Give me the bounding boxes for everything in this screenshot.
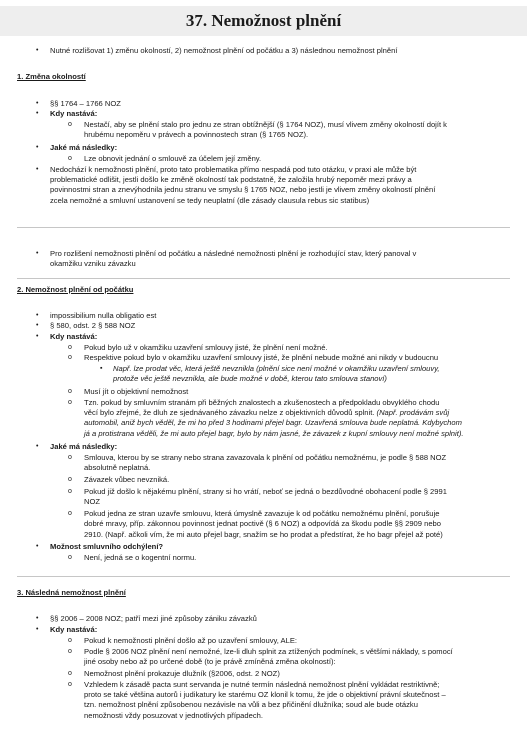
s3-k3: Nemožnost plnění prokazuje dlužník (§2006, odst. 2 NOZ) [84, 669, 280, 678]
s2-m1b: absolutně neplatná. [84, 463, 151, 472]
divider [17, 227, 510, 228]
s3-k4d: nemožnosti vždy posuzovat v jednotlivých případech. [84, 711, 263, 720]
s2-k3: Musí jít o objektivní nemožnost [84, 387, 189, 396]
s1-note-l3: povinnostmi stran a znevýhodnila jednu stranu ve smyslu § 1765 NOZ, nebo jestli je vlivem změny okolností plnění [50, 185, 436, 194]
sub-sub-bullet-marker: ▪ [100, 365, 103, 372]
s2-m4a: Pokud jedna ze stran uzavře smlouvu, která úmyslně zavazuje k od počátku nemožnému plnění, porušuje [84, 509, 440, 518]
s2-k4b [84, 408, 449, 418]
s1-nasl-item: Lze obnovit jednání o smlouvě za účelem její změny. [84, 154, 262, 163]
s3-k4b: proto se také většina autorů i judikatury ke starému OZ klonil k tomu, že jde o objektivní právní skutečnost – [84, 690, 446, 699]
bullet-marker: • [36, 543, 39, 550]
s3-k4a: Vzhledem k zásadě pacta sunt servanda je nutné termín následná nemožnost plnění vykládat restriktivně; [84, 680, 440, 689]
bullet-marker: • [36, 322, 39, 329]
s2-k4a: Tzn. pokud by smluvním stranám při běžných znalostech a zkušenostech a předpokladu obvyklého chodu [84, 398, 440, 407]
sub-bullet-marker: o [68, 510, 72, 517]
s2-ods-label: Možnost smluvního odchýlení? [50, 542, 164, 551]
s2-m1a: Smlouva, kterou by se strany nebo strana zavazovala k plnění od počátku nemožnému, je podle § 588 NOZ [84, 453, 447, 462]
divider [17, 576, 510, 577]
s2-k4b-italic: (Např. prodávám svůj [376, 408, 450, 417]
sub-bullet-marker: o [68, 121, 72, 128]
s2-k2b: protože věc ještě nevznikla, ale bude možné v době, kterou tato smlouva stanoví) [113, 374, 387, 383]
sub-bullet-marker: o [68, 637, 72, 644]
s2-k1: Pokud bylo už v okamžiku uzavření smlouvy jisté, že plnění není možné. [84, 343, 328, 352]
s2-m3b: NOZ [84, 497, 101, 506]
intro-text: Nutné rozlišovat 1) změnu okolností, 2) nemožnost plnění od počátku a 3) následnou nemožnost plnění [50, 46, 398, 55]
bullet-marker: • [36, 144, 39, 151]
bullet-marker: • [36, 626, 39, 633]
bullet-marker: • [36, 47, 39, 54]
s1-note-l2: problematické odlišit, jestli došlo ke změně okolností tak podstatně, že založila hrubý nepoměr mezi právy a [50, 175, 412, 184]
s2-k2a: Např. lze prodat věc, která ještě nevznikla (plnění sice není možné v okamžiku uzavření smlouvy, [113, 364, 440, 373]
bullet-marker: • [36, 250, 39, 257]
s1-kdy-label: Kdy nastává: [50, 109, 98, 118]
s1-kdy-line1: Nestačí, aby se plnění stalo pro jednu ze stran obtížnější (§ 1764 NOZ), musí vlivem změny okolností dojít k [84, 120, 447, 129]
page-title: 37. Nemožnost plnění [0, 6, 527, 36]
s2-nasl-label: Jaké má následky: [50, 442, 118, 451]
s1-nasl-label: Jaké má následky: [50, 143, 118, 152]
sub-bullet-marker: o [68, 155, 72, 162]
sub-bullet-marker: o [68, 488, 72, 495]
sub-bullet-marker: o [68, 354, 72, 361]
sub-bullet-marker: o [68, 681, 72, 688]
sub-bullet-marker: o [68, 476, 72, 483]
s2-k4b-text: věcí bylo zřejmé, že dluh ze sjednávaného závazku nelze z objektivních důvodů splnit. [84, 408, 375, 417]
sub-bullet-marker: o [68, 454, 72, 461]
s3-k4c: tzn. nemožnost plnění způsobenou nezávisle na vůli a bez přičinění dlužníka; soud ale bude otázku [84, 700, 418, 709]
s2-m4b: dobré mravy, příp. zákonnou povinnost jednat poctivě (§ 6 NOZ) a odpovídá za škodu podle §§ 2909 nebo [84, 519, 441, 528]
s2-b1: impossibilium nulla obligatio est [50, 311, 157, 320]
section-1-heading: 1. Změna okolností [17, 72, 86, 81]
s2-k4d: já a protistrana věděli, že mi auto přejel bagr, bylo by nám jasné, že závazek z kupní smlouvy není možné splnit). [84, 429, 464, 438]
s2-kdy-label: Kdy nastává: [50, 332, 98, 341]
bullet-marker: • [36, 333, 39, 340]
s3-b1: §§ 2006 – 2008 NOZ; patří mezi jiné způsoby zániku závazků [50, 614, 257, 623]
bullet-marker: • [36, 312, 39, 319]
s2-ods-item: Není, jedná se o kogentní normu. [84, 553, 197, 562]
s1-note-l4: zcela nemožné a smluvní ustanovení se tedy neuplatní (dle zásady clausula rebus sic statibus) [50, 196, 370, 205]
bullet-marker: • [36, 615, 39, 622]
s2-m3a: Pokud již došlo k nějakému plnění, strany si ho vrátí, neboť se jedná o bezdůvodné obohacení podle § 2991 [84, 487, 447, 496]
s2-m2: Závazek vůbec nevzniká. [84, 475, 170, 484]
section-2-heading: 2. Nemožnost plnění od počátku [17, 285, 134, 294]
s1-paragraphs: §§ 1764 – 1766 NOZ [50, 99, 121, 108]
sub-bullet-marker: o [68, 399, 72, 406]
sub-bullet-marker: o [68, 670, 72, 677]
s3-k2a: Podle § 2006 NOZ plnění není nemožné, lze-li dluh splnit za ztížených podmínek, s většími náklady, s pomocí [84, 647, 453, 656]
bullet-marker: • [36, 100, 39, 107]
s3-kdy-label: Kdy nastává: [50, 625, 98, 634]
s3-k2b: jiné osoby nebo až po určené době (to je právě zmíněná změna okolností): [84, 657, 336, 666]
sub-bullet-marker: o [68, 648, 72, 655]
bullet-marker: • [36, 443, 39, 450]
s2-k2: Respektive pokud bylo v okamžiku uzavření smlouvy jisté, že plnění nebude možné ani nikdy v budoucnu [84, 353, 439, 362]
s2-b2: § 580, odst. 2 § 588 NOZ [50, 321, 136, 330]
sub-bullet-marker: o [68, 344, 72, 351]
mid-note-l1: Pro rozlišení nemožnosti plnění od počátku a následné nemožnosti plnění je rozhodující stav, který panoval v [50, 249, 417, 258]
sub-bullet-marker: o [68, 388, 72, 395]
s1-note-l1: Nedochází k nemožnosti plnění, proto tato problematika přímo nespadá pod tuto otázku, v praxi ale může být [50, 165, 417, 174]
sub-bullet-marker: o [68, 554, 72, 561]
s2-k4c: automobil, aniž bych věděl, že mi ho před 3 hodinami přejel bagr. Uzavřená smlouva bude neplatná. Kdybychom [84, 418, 462, 427]
s2-m4c: 2910. (Např. ačkoli vím, že mi auto přejel bagr, snažím se ho prodat a předstírat, že ho bagr přejel až poté) [84, 530, 443, 539]
section-3-heading: 3. Následná nemožnost plnění [17, 588, 126, 597]
s3-k1: Pokud k nemožnosti plnění došlo až po uzavření smlouvy, ALE: [84, 636, 298, 645]
bullet-marker: • [36, 166, 39, 173]
bullet-marker: • [36, 110, 39, 117]
divider [17, 278, 510, 279]
s1-kdy-line2: hrubému nepoměru v právech a povinnostech stran (§ 1765 NOZ). [84, 130, 309, 139]
mid-note-l2: okamžiku vzniku závazku [50, 259, 136, 268]
